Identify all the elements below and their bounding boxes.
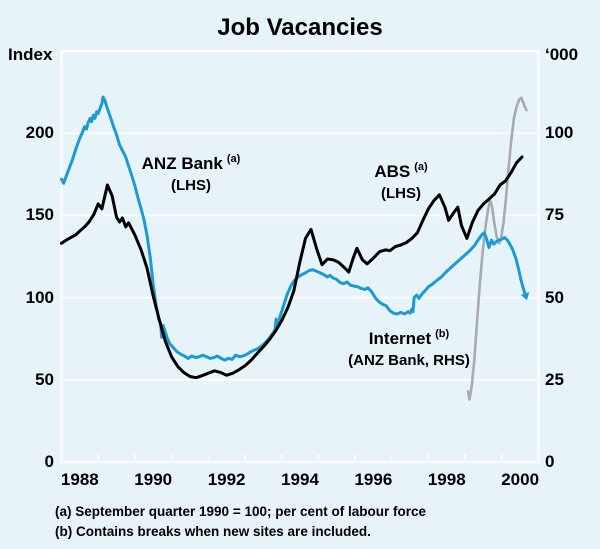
series-label-anz-note: (LHS) bbox=[171, 177, 211, 194]
series-label-abs bbox=[330, 161, 472, 203]
series-label-internet bbox=[330, 328, 488, 370]
series-name: ABS bbox=[374, 162, 411, 181]
footnote-b: (b) Contains breaks when new sites are included. bbox=[55, 524, 371, 539]
series-label-internet-name bbox=[330, 328, 488, 352]
left-tick-label: 50 bbox=[35, 369, 54, 389]
left-tick-label: 0 bbox=[44, 452, 54, 471]
footnote-a: (a) September quarter 1990 = 100; per cent of labour force bbox=[55, 504, 426, 519]
left-tick-label: 100 bbox=[25, 287, 54, 307]
series-sup: (b) bbox=[435, 328, 450, 340]
x-tick-label: 1998 bbox=[427, 470, 466, 489]
x-tick-label: 1988 bbox=[60, 470, 99, 489]
series-label-anz bbox=[111, 153, 271, 195]
right-tick-label: 0 bbox=[545, 452, 555, 471]
x-tick-label: 2000 bbox=[501, 470, 540, 489]
left-tick-label: 200 bbox=[25, 123, 54, 143]
right-axis-unit: ‘000 bbox=[545, 45, 579, 64]
left-axis-unit: Index bbox=[8, 45, 53, 64]
x-tick-label: 1992 bbox=[207, 470, 246, 489]
series-sup: (a) bbox=[226, 153, 241, 165]
series-label-anz-name bbox=[111, 153, 271, 177]
right-tick-label: 75 bbox=[545, 205, 564, 225]
series-label-abs-note: (LHS) bbox=[381, 185, 421, 202]
x-tick-label: 1994 bbox=[281, 470, 319, 489]
series-label-internet-note: (ANZ Bank, RHS) bbox=[348, 352, 470, 369]
left-tick-label: 150 bbox=[25, 205, 54, 225]
series-name: ANZ Bank bbox=[141, 154, 223, 173]
series-name: Internet bbox=[368, 329, 432, 348]
series-label-abs-name bbox=[330, 161, 472, 185]
x-tick-label: 1996 bbox=[354, 470, 393, 489]
x-tick-label: 1990 bbox=[134, 470, 173, 489]
right-tick-label: 25 bbox=[545, 369, 564, 389]
series-sup: (a) bbox=[414, 161, 428, 173]
right-tick-label: 100 bbox=[545, 123, 574, 143]
right-tick-label: 50 bbox=[545, 287, 564, 307]
chart-title: Job Vacancies bbox=[217, 14, 383, 41]
